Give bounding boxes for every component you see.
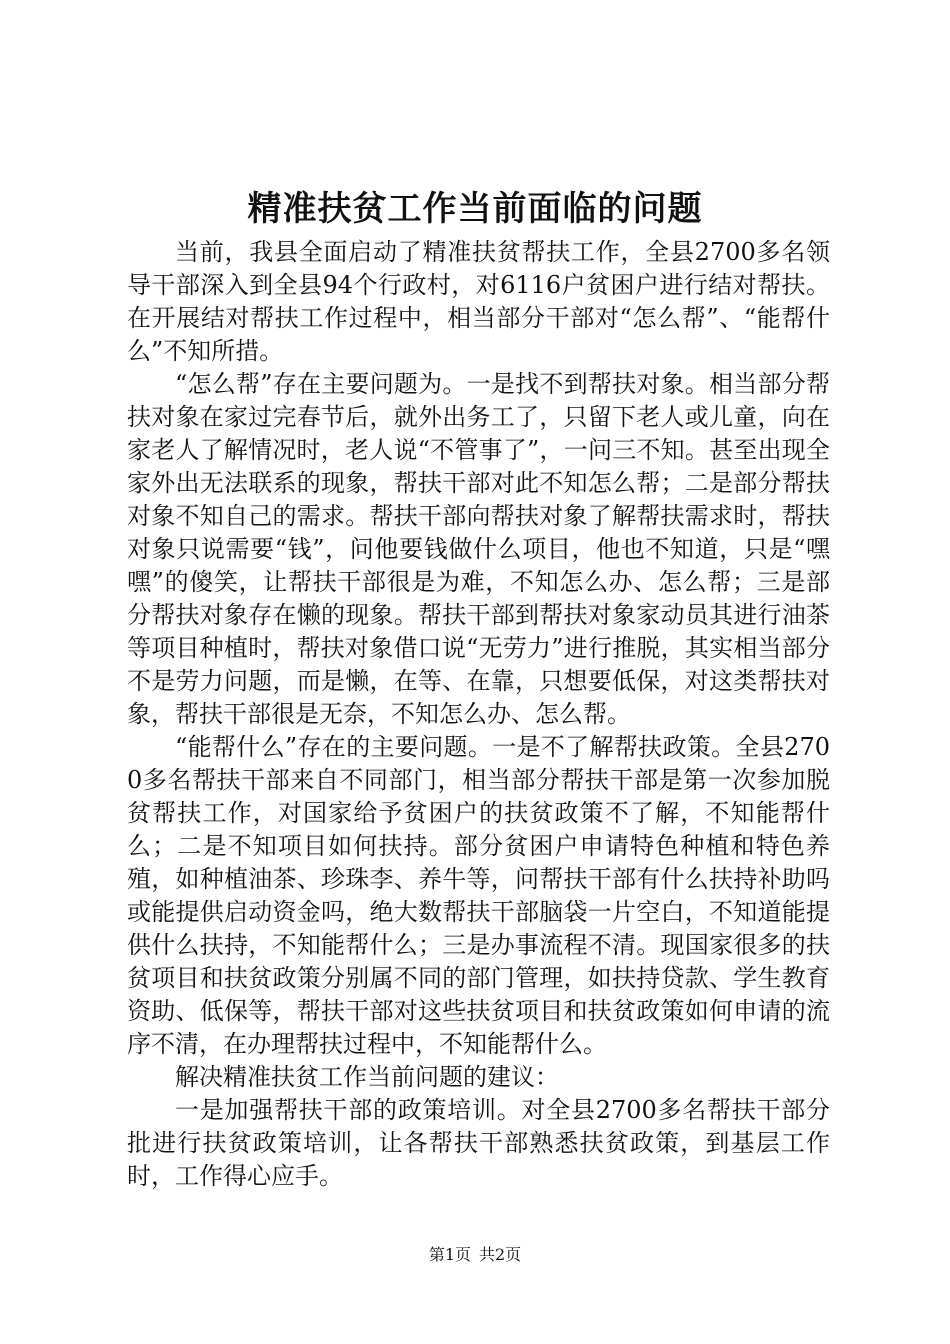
paragraph-what-can-help: “能帮什么”存在的主要问题。一是不了解帮扶政策。全县2700多名帮扶干部来自不同部门，相当部分帮扶干部是第一次参加脱贫帮扶工作，对国家给予贫困户的扶贫政策不了解，不知能帮什么；二是不知项目如何扶持。部分贫困户申请特色种植和特色养殖，如种植油茶、珍珠李、养牛等，问帮扶干部有什么扶持补助吗或能提供启动资金吗，绝大数帮扶干部脑袋一片空白，不知道能提供什么扶持，不知能帮什么；三是办事流程不清。现国家很多的扶贫项目和扶贫政策分别属不同的部门管理，如扶持贷款、学生教育资助、低保等，帮扶干部对这些扶贫项目和扶贫政策如何申请的流序不清，在办理帮扶过程中，不知能帮什么。 <box>127 733 830 1058</box>
paragraph-how-to-help: “怎么帮”存在主要问题为。一是找不到帮扶对象。相当部分帮扶对象在家过完春节后，就外出务工了，只留下老人或儿童，向在家老人了解情况时，老人说“不管事了”，一问三不知。甚至出现全家外出无法联系的现象，帮扶干部对此不知怎么帮；二是部分帮扶对象不知自己的需求。帮扶干部向帮扶对象了解帮扶需求时，帮扶对象只说需要“钱”，问他要钱做什么项目，他也不知道，只是“嘿嘿”的傻笑，让帮扶干部很是为难，不知怎么办、怎么帮；三是部分帮扶对象存在懒的现象。帮扶干部到帮扶对象家动员其进行油茶等项目种植时，帮扶对象借口说“无劳力”进行推脱，其实相当部分不是劳力问题，而是懒，在等、在靠，只想要低保，对这类帮扶对象，帮扶干部很是无奈，不知怎么办、怎么帮。 <box>127 370 830 728</box>
page-number: 第1页 <box>428 1245 471 1264</box>
paragraph-suggestion-one: 一是加强帮扶干部的政策培训。对全县2700多名帮扶干部分批进行扶贫政策培训，让各帮扶干部熟悉扶贫政策，到基层工作时，工作得心应手。 <box>127 1096 830 1190</box>
paragraph-intro: 当前，我县全面启动了精准扶贫帮扶工作，全县2700多名领导干部深入到全县94个行政村，对6116户贫困户进行结对帮扶。在开展结对帮扶工作过程中，相当部分干部对“怎么帮”、“能帮什么”不知所措。 <box>127 238 830 365</box>
document-title: 精准扶贫工作当前面临的问题 <box>247 189 703 229</box>
page-footer <box>0 1244 950 1266</box>
paragraph-suggestions-heading: 解决精准扶贫工作当前问题的建议： <box>175 1063 559 1091</box>
page-total: 共2页 <box>479 1245 522 1264</box>
document-body <box>127 236 830 1193</box>
